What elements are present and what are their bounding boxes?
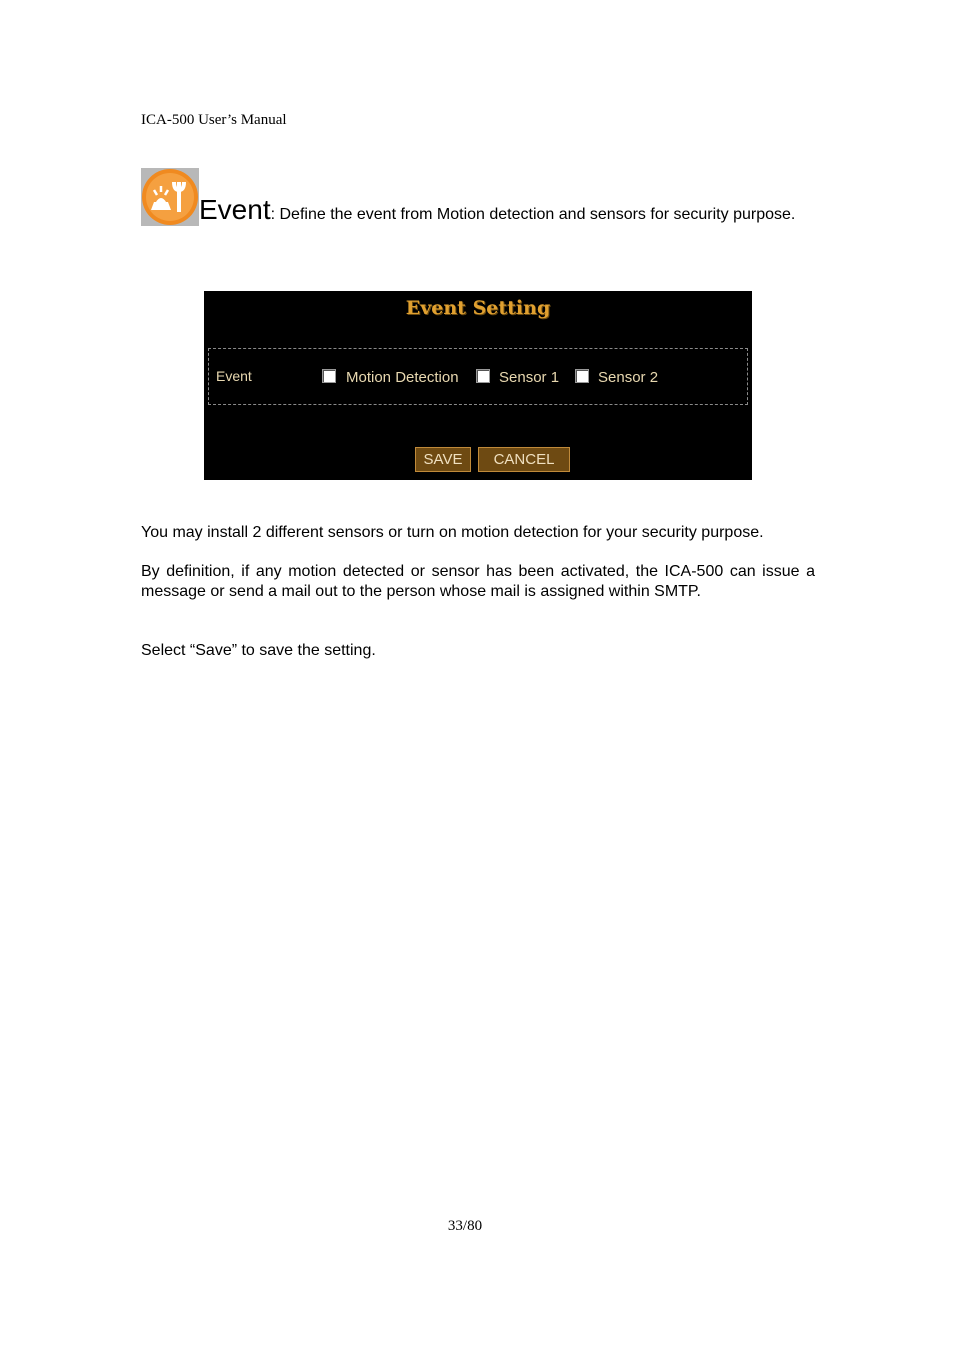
paragraph-definition: By definition, if any motion detected or sensor has been activated, the ICA-500 can issue a message or send a mail out to the person whose mail is assigned within SMTP. bbox=[141, 563, 815, 600]
sensor-1-checkbox[interactable] bbox=[476, 369, 490, 383]
sensor-2-checkbox[interactable] bbox=[575, 369, 589, 383]
page-number: 33/80 bbox=[447, 1218, 483, 1234]
event-setting-panel bbox=[204, 291, 752, 480]
section-description: : Define the event from Motion detection and sensors for security purpose. bbox=[270, 206, 796, 223]
document-header: ICA-500 User’s Manual bbox=[141, 112, 287, 128]
save-button[interactable]: SAVE bbox=[415, 447, 471, 472]
event-alarm-icon bbox=[141, 168, 199, 226]
cancel-button[interactable]: CANCEL bbox=[478, 447, 570, 472]
event-label: Event bbox=[216, 368, 252, 384]
paragraph-sensors: You may install 2 different sensors or turn on motion detection for your security purpose. bbox=[141, 524, 764, 541]
section-title: Event bbox=[199, 194, 271, 225]
paragraph-save: Select “Save” to save the setting. bbox=[141, 642, 376, 659]
motion-detection-label: Motion Detection bbox=[346, 369, 459, 386]
sensor-1-label: Sensor 1 bbox=[499, 369, 560, 386]
motion-detection-checkbox[interactable] bbox=[322, 369, 336, 383]
panel-title: Event Setting bbox=[405, 297, 551, 319]
sensor-2-label: Sensor 2 bbox=[598, 369, 659, 386]
event-intro bbox=[141, 168, 821, 226]
event-options-box bbox=[208, 348, 748, 405]
